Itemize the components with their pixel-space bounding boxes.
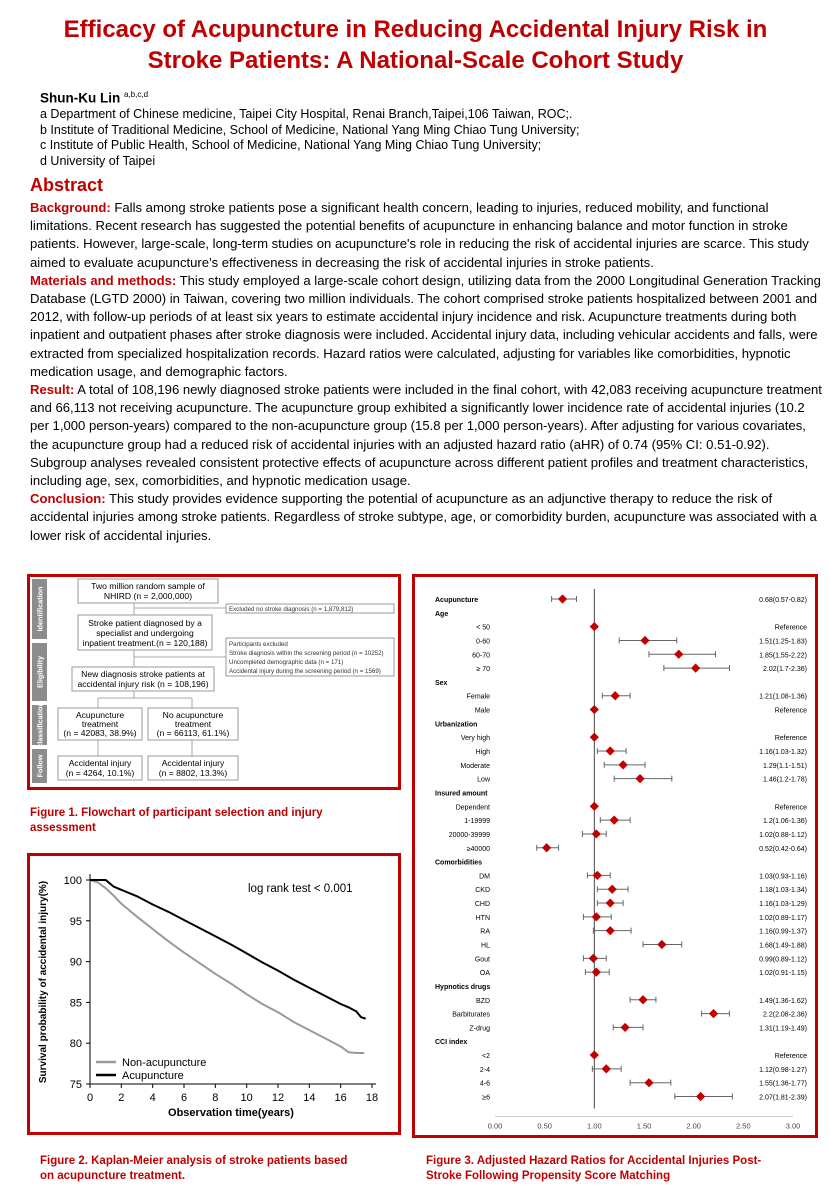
km-x-tick-label: 8	[212, 1092, 219, 1104]
forest-row-label: Gout	[474, 956, 490, 964]
forest-group-header: Urbanization	[435, 721, 478, 729]
conclusion-label: Conclusion:	[30, 491, 106, 507]
forest-row-label: HL	[481, 942, 490, 950]
methods-label: Materials and methods:	[30, 272, 177, 288]
forest-value-label: 1.51(1.25-1.83)	[759, 638, 807, 646]
figure-1-caption	[30, 806, 323, 836]
forest-row-label: 4-6	[479, 1080, 490, 1088]
forest-value-label: 1.16(0.99-1.37)	[759, 928, 807, 936]
stage-label-follow: Follow	[35, 754, 45, 778]
forest-x-tick-label: 3.00	[785, 1121, 801, 1131]
flow-box-acupuncture-line-1: Acupuncture	[75, 710, 125, 720]
forest-row-label: Low	[477, 776, 490, 784]
forest-x-tick-label: 1.50	[636, 1121, 652, 1131]
forest-point-marker	[558, 594, 567, 603]
forest-row-label: DM	[479, 873, 490, 881]
figure-3-panel	[412, 574, 818, 1138]
forest-row-label: 1-19999	[464, 818, 490, 826]
forest-row-label: BZD	[476, 997, 490, 1005]
flow-box-no-acupuncture-line-3: (n = 66113, 61.1%)	[156, 728, 230, 738]
figure-1-panel	[27, 574, 401, 790]
flowchart	[30, 577, 398, 787]
forest-point-marker	[709, 1009, 718, 1018]
forest-value-label: 1.85(1.55-2.22)	[759, 652, 807, 660]
forest-value-label: 1.02(0.91-1.15)	[759, 970, 807, 978]
figure-3-caption-line-1: Figure 3. Adjusted Hazard Ratios for Accidental Injuries Post-	[426, 1155, 762, 1167]
flow-box-no-acupuncture-line-1: No acupuncture	[162, 710, 224, 720]
result-text: A total of 108,196 newly diagnosed stroke patients were included in the final cohort, with 42,083 receiving acupuncture treatment and 66,113 not receiving acupuncture. The acupuncture group exhibited a significantly lower incidence rate of accidental injuries (10.2 per 1,000 person-years) compared to the non-acupuncture group (15.8 per 1,000 person-years). After adjusting for various covariates, the acupuncture group had a reduced risk of accidental injuries with an adjusted hazard ratio (aHR) of 0.74 (95% CI: 0.51-0.92). Subgroup analyses revealed consistent protective effects of acupuncture across different patient profiles and treatment characteristics, including age, sex, comorbidities, and hypnotic medication usage.	[30, 382, 822, 489]
flow-box-acupuncture-line-2: treatment	[81, 719, 119, 729]
forest-value-label: 1.16(1.03-1.32)	[759, 749, 807, 757]
forest-row-label: 2-4	[479, 1066, 490, 1074]
abstract-body	[30, 199, 825, 545]
forest-row-label: ≥6	[482, 1094, 490, 1102]
forest-value-label: 1.68(1.49-1.88)	[759, 942, 807, 950]
forest-value-label: 0.52(0.42-0.64)	[759, 845, 807, 853]
flow-exclusion-2-line-1: Participants excluded	[229, 641, 288, 648]
km-series-line-1	[90, 880, 366, 1019]
figure-3-caption-line-2: Stroke Following Propensity Score Matching	[426, 1170, 671, 1182]
forest-point-marker	[657, 940, 666, 949]
forest-row-label: Moderate	[460, 762, 490, 770]
flow-box-sample-line-1: Two million random sample of	[91, 581, 205, 591]
km-series-line-0	[90, 880, 364, 1053]
km-y-tick-label: 100	[63, 875, 82, 887]
figure-2-caption-line-1: Figure 2. Kaplan-Meier analysis of stroke patients based	[40, 1155, 348, 1167]
author-affiliation-marks: a,b,c,d	[124, 90, 149, 99]
forest-row-label: < 50	[476, 624, 490, 632]
forest-point-marker	[606, 926, 615, 935]
forest-point-marker	[590, 622, 599, 631]
abstract-background	[30, 199, 825, 272]
figure-2-caption-line-2: on acupuncture treatment.	[40, 1170, 186, 1182]
forest-value-label: 2.02(1.7-2.36)	[763, 666, 807, 674]
forest-point-marker	[619, 760, 628, 769]
forest-point-marker	[590, 802, 599, 811]
forest-value-label: 1.46(1.2-1.78)	[763, 776, 807, 784]
km-x-tick-label: 18	[365, 1092, 379, 1104]
affiliation-c: c Institute of Public Health, School of Medicine, National Yang Ming Chiao Tung University;	[40, 138, 542, 152]
forest-point-marker	[611, 691, 620, 700]
forest-row-label: RA	[480, 928, 490, 936]
abstract-conclusion	[30, 490, 825, 545]
result-label: Result:	[30, 382, 75, 398]
figure-1-caption-line-1: Figure 1. Flowchart of participant selection and injury	[30, 807, 323, 819]
stage-label-classification: classification	[35, 702, 45, 748]
affiliations	[40, 107, 810, 169]
forest-row-label: 20000-39999	[448, 831, 490, 839]
km-y-tick-label: 90	[69, 956, 82, 969]
km-x-tick-label: 12	[271, 1092, 285, 1104]
forest-row-label: 0-60	[475, 638, 490, 646]
forest-row-label: 60-70	[472, 652, 490, 660]
forest-x-tick-label: 2.50	[736, 1121, 751, 1131]
forest-point-marker	[635, 774, 644, 783]
forest-row-label: High	[475, 749, 490, 757]
forest-point-marker	[691, 664, 700, 673]
forest-row-label: CKD	[475, 887, 490, 895]
forest-point-marker	[674, 650, 683, 659]
forest-value-label: Reference	[774, 624, 807, 632]
forest-value-label: 1.29(1.1-1.51)	[763, 762, 807, 770]
km-x-tick-label: 10	[240, 1092, 253, 1104]
forest-value-label: Reference	[774, 707, 807, 715]
forest-point-marker	[610, 816, 619, 825]
forest-value-label: 1.02(0.88-1.12)	[759, 831, 807, 839]
affiliation-d: d University of Taipei	[40, 153, 156, 168]
forest-row-label: <2	[482, 1053, 490, 1061]
forest-point-marker	[590, 705, 599, 714]
flow-box-new-diagnosis-line-2: accidental injury risk (n = 108,196)	[77, 679, 209, 689]
abstract-heading: Abstract	[30, 175, 104, 195]
forest-row-label: HTN	[475, 914, 490, 922]
forest-point-marker	[644, 1078, 653, 1087]
forest-group-header: Insured amount	[435, 790, 488, 798]
forest-value-label: 2.07(1.81-2.39)	[759, 1094, 807, 1102]
forest-point-marker	[602, 1064, 611, 1073]
forest-row-label: ≥40000	[466, 845, 490, 853]
forest-row-label: Z-drug	[469, 1025, 490, 1033]
methods-text: This study employed a large-scale cohort design, utilizing data from the 2000 Longitudinal Generation Tracking Database (LGTD 2000) in Taiwan, covering two million individuals. The cohort comprised stroke patients hospitalized between 2001 and 2012, with follow-up periods of at least six years to estimate accidental injury incidence and risk. Acupuncture treatments during both inpatient and outpatient phases after stroke diagnosis were included. Accidental injury data, including vehicular accidents and falls, were extracted from specialized hospitalization records. Hazard ratios were calculated, adjusting for variables like comorbidities, hypnotic medication usage, and demographic factors.	[30, 272, 821, 379]
forest-value-label: 1.03(0.93-1.16)	[759, 873, 807, 881]
forest-group-header: Hypnotics drugs	[435, 983, 491, 991]
forest-group-header: Age	[435, 610, 449, 618]
forest-value-label: 2.2(2.08-2.36)	[763, 1011, 807, 1019]
forest-value-label: 1.2(1.06-1.36)	[763, 818, 807, 826]
conclusion-text: This study provides evidence supporting the potential of acupuncture as an adjunctive therapy to reduce the risk of accidental injuries among stroke patients. Regardless of stroke subtype, age, or comorbidity burden, acupuncture was associated with a lower risk of accidental injuries.	[30, 491, 817, 543]
forest-value-label: 1.21(1.08-1.36)	[759, 693, 807, 701]
flow-box-injury-acupuncture-line-2: (n = 4264, 10.1%)	[65, 768, 135, 778]
abstract-result	[30, 381, 825, 490]
forest-x-tick-label: 1.00	[587, 1121, 602, 1131]
forest-row-label: OA	[479, 970, 490, 978]
flow-box-injury-acupuncture-line-1: Accidental injury	[68, 758, 132, 768]
km-y-tick-label: 80	[69, 1038, 82, 1051]
flow-box-no-acupuncture-line-2: treatment	[174, 719, 212, 729]
flow-box-injury-no-acupuncture-line-1: Accidental injury	[161, 758, 225, 768]
abstract-methods	[30, 272, 825, 381]
forest-row-label: Barbiturates	[452, 1011, 490, 1019]
forest-row-label: CHD	[474, 901, 490, 909]
flow-exclusion-2-line-2: Stroke diagnosis within the screening period (n = 10252)	[229, 650, 384, 657]
figure-2-caption	[40, 1154, 347, 1184]
km-legend-label-1: Acupuncture	[122, 1070, 184, 1082]
flow-exclusion-1-text: Excluded no stroke diagnosis (n = 1,879,812)	[229, 606, 354, 613]
forest-plot	[415, 577, 815, 1135]
stage-label-identification: Identification	[35, 586, 45, 632]
km-x-axis-title: Observation time(years)	[168, 1107, 294, 1119]
km-y-tick-label: 85	[69, 997, 82, 1010]
background-label: Background:	[30, 200, 111, 215]
km-x-tick-label: 6	[180, 1092, 188, 1104]
forest-row-label: Dependent	[455, 804, 490, 812]
background-text: Falls among stroke patients pose a significant health concern, leading to injuries, reduced mobility, and functional limitations. Recent research has suggested the potential benefits of acupuncture in enhancing balance and motor function in stroke patients. However, large-scale, long-term studies on acupuncture's role in reducing the risk of accidental injuries are scarce. This study aimed to evaluate acupuncture's effectiveness in decreasing the risk of accidental injuries in stroke patients.	[30, 200, 809, 270]
forest-group-header: CCI index	[435, 1039, 468, 1047]
km-log-rank-annotation: log rank test < 0.001	[248, 883, 353, 895]
forest-point-marker	[608, 885, 617, 894]
figure-1-caption-line-2: assessment	[30, 822, 96, 834]
forest-point-marker	[592, 829, 601, 838]
km-y-tick-label: 75	[69, 1079, 82, 1091]
forest-point-marker	[640, 636, 649, 645]
forest-value-label: 0.99(0.89-1.12)	[759, 956, 807, 964]
forest-value-label: Reference	[774, 804, 807, 812]
forest-point-marker	[606, 898, 615, 907]
poster-title	[20, 14, 811, 76]
forest-group-header: Comorbidities	[435, 859, 483, 867]
flow-box-stroke-diagnosed-line-2: specialist and undergoing	[96, 628, 194, 638]
forest-point-marker	[592, 912, 601, 921]
forest-value-label: 1.18(1.03-1.34)	[759, 887, 807, 895]
km-legend-label-0: Non-acupuncture	[122, 1057, 207, 1069]
forest-value-label: 1.55(1.36-1.77)	[759, 1080, 807, 1088]
title-line-2: Stroke Patients: A National-Scale Cohort Study	[147, 47, 684, 74]
forest-point-marker	[590, 1050, 599, 1059]
forest-value-label: 1.49(1.36-1.62)	[759, 997, 807, 1005]
forest-point-marker	[638, 995, 647, 1004]
forest-value-label: Reference	[774, 1053, 807, 1061]
forest-row-label: Female	[466, 693, 490, 701]
km-x-tick-label: 4	[149, 1092, 156, 1104]
affiliation-b: b Institute of Traditional Medicine, School of Medicine, National Yang Ming Chiao Tung University;	[40, 122, 580, 137]
figure-3-caption	[426, 1154, 761, 1184]
forest-group-header: Sex	[435, 679, 448, 687]
flow-box-new-diagnosis-line-1: New diagnosis stroke patients at	[81, 669, 205, 679]
forest-point-marker	[606, 746, 615, 755]
flow-box-acupuncture-line-3: (n = 42083, 38.9%)	[63, 728, 137, 738]
author	[40, 90, 148, 106]
forest-value-label: 1.16(1.03-1.29)	[759, 901, 807, 909]
forest-x-tick-label: 2.00	[686, 1121, 701, 1131]
forest-value-label: 1.02(0.89-1.17)	[759, 914, 807, 922]
forest-point-marker	[589, 954, 598, 963]
forest-value-label: 1.12(0.98-1.27)	[759, 1066, 807, 1074]
forest-point-marker	[592, 968, 601, 977]
forest-group-header: Acupuncture	[435, 597, 479, 604]
km-x-tick-label: 2	[118, 1092, 125, 1104]
forest-point-marker	[590, 733, 599, 742]
forest-row-label: ≥ 70	[476, 666, 490, 674]
forest-value-label: Reference	[774, 735, 807, 743]
forest-row-label: Male	[474, 707, 490, 715]
flow-box-sample-line-2: NHIRD (n = 2,000,000)	[103, 591, 193, 601]
forest-value-label: 0.68(0.57-0.82)	[759, 597, 807, 604]
km-x-tick-label: 14	[303, 1092, 316, 1104]
forest-point-marker	[542, 843, 551, 852]
figure-2-panel	[27, 853, 401, 1135]
forest-row-label: Very high	[460, 735, 490, 743]
flow-box-stroke-diagnosed-line-1: Stroke patient diagnosed by a	[88, 618, 202, 628]
forest-value-label: 1.31(1.19-1.49)	[759, 1025, 807, 1033]
forest-point-marker	[696, 1092, 705, 1101]
km-chart	[30, 856, 398, 1132]
forest-x-tick-label: 0.00	[487, 1121, 503, 1131]
title-line-1: Efficacy of Acupuncture in Reducing Accidental Injury Risk in	[63, 16, 768, 43]
flow-box-injury-no-acupuncture-line-2: (n = 8802, 13.3%)	[158, 768, 228, 778]
forest-point-marker	[621, 1023, 630, 1032]
flow-exclusion-2-line-3: Uncompleted demographic data (n = 171)	[229, 659, 344, 666]
km-y-tick-label: 95	[69, 915, 82, 928]
km-y-axis-title: Survival probability of accidental injury(%)	[38, 880, 49, 1084]
km-x-tick-label: 0	[86, 1092, 94, 1104]
km-x-tick-label: 16	[334, 1092, 347, 1104]
forest-x-tick-label: 0.50	[537, 1121, 552, 1131]
flow-exclusion-2-line-4: Accidental injury during the screening period (n = 1569)	[229, 668, 381, 675]
affiliation-a: a Department of Chinese medicine, Taipei City Hospital, Renai Branch,Taipei,106 Taiwan, ROC;.	[40, 107, 573, 121]
flow-box-stroke-diagnosed-line-3: inpatient treatment.(n = 120,188)	[82, 638, 208, 648]
author-name: Shun-Ku Lin	[40, 90, 121, 106]
stage-label-eligibility: Eligibility	[35, 656, 45, 688]
